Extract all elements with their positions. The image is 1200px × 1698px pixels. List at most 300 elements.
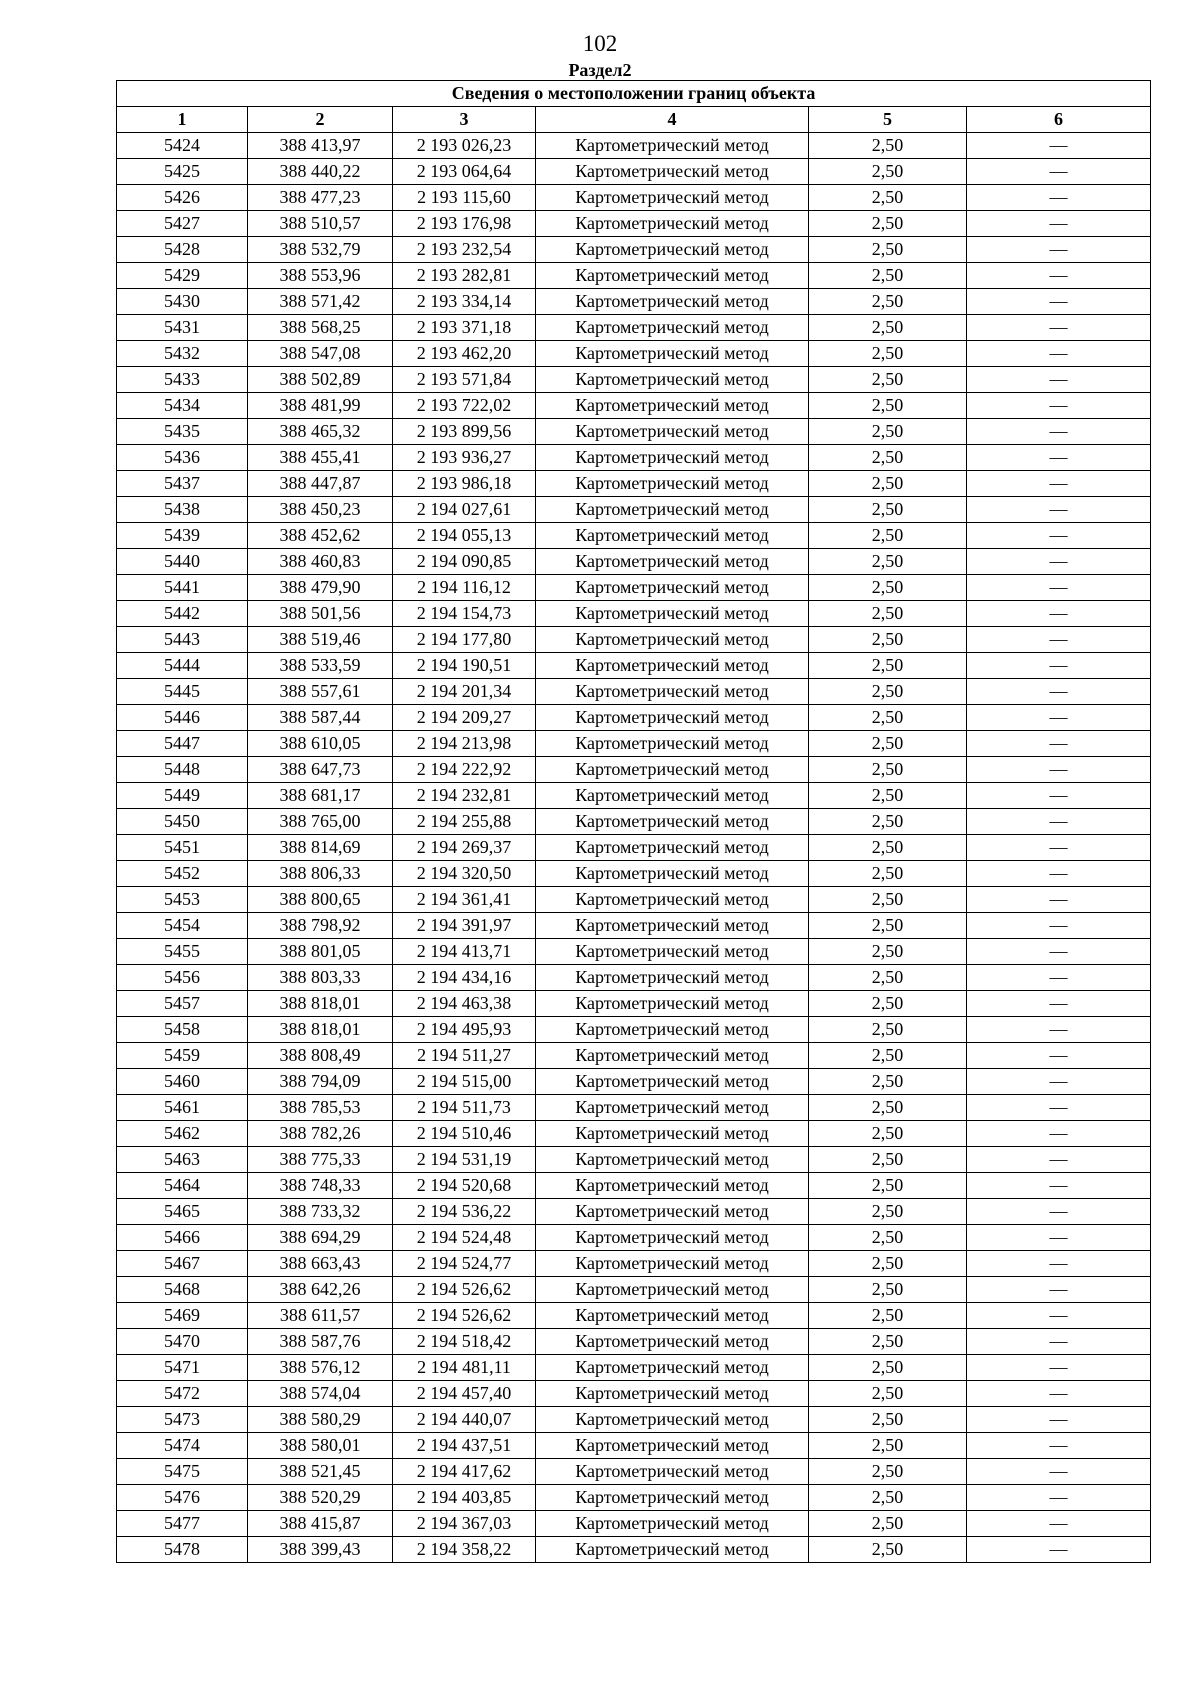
description-cell: — <box>967 211 1151 237</box>
description-cell: — <box>967 445 1151 471</box>
method-cell: Картометрический метод <box>536 1537 809 1563</box>
method-cell: Картометрический метод <box>536 887 809 913</box>
x-coordinate-cell: 388 440,22 <box>248 159 393 185</box>
point-number-cell: 5452 <box>117 861 248 887</box>
y-coordinate-cell: 2 194 367,03 <box>393 1511 536 1537</box>
description-cell: — <box>967 237 1151 263</box>
table-row <box>117 1329 1151 1355</box>
accuracy-cell: 2,50 <box>809 705 967 731</box>
point-number-cell: 5459 <box>117 1043 248 1069</box>
y-coordinate-cell: 2 194 481,11 <box>393 1355 536 1381</box>
y-coordinate-cell: 2 194 090,85 <box>393 549 536 575</box>
point-number-cell: 5440 <box>117 549 248 575</box>
description-cell: — <box>967 1355 1151 1381</box>
accuracy-cell: 2,50 <box>809 1173 967 1199</box>
method-cell: Картометрический метод <box>536 757 809 783</box>
x-coordinate-cell: 388 580,01 <box>248 1433 393 1459</box>
method-cell: Картометрический метод <box>536 1017 809 1043</box>
x-coordinate-cell: 388 818,01 <box>248 991 393 1017</box>
x-coordinate-cell: 388 399,43 <box>248 1537 393 1563</box>
point-number-cell: 5435 <box>117 419 248 445</box>
x-coordinate-cell: 388 587,44 <box>248 705 393 731</box>
accuracy-cell: 2,50 <box>809 1147 967 1173</box>
y-coordinate-cell: 2 194 320,50 <box>393 861 536 887</box>
x-coordinate-cell: 388 765,00 <box>248 809 393 835</box>
table-title: Сведения о местоположении границ объекта <box>117 81 1151 107</box>
table-row <box>117 1511 1151 1537</box>
x-coordinate-cell: 388 775,33 <box>248 1147 393 1173</box>
accuracy-cell: 2,50 <box>809 1433 967 1459</box>
description-cell: — <box>967 133 1151 159</box>
y-coordinate-cell: 2 193 176,98 <box>393 211 536 237</box>
accuracy-cell: 2,50 <box>809 393 967 419</box>
description-cell: — <box>967 783 1151 809</box>
point-number-cell: 5458 <box>117 1017 248 1043</box>
x-coordinate-cell: 388 447,87 <box>248 471 393 497</box>
y-coordinate-cell: 2 194 526,62 <box>393 1303 536 1329</box>
x-coordinate-cell: 388 806,33 <box>248 861 393 887</box>
table-row <box>117 445 1151 471</box>
table-row <box>117 575 1151 601</box>
method-cell: Картометрический метод <box>536 809 809 835</box>
method-cell: Картометрический метод <box>536 289 809 315</box>
table-row <box>117 471 1151 497</box>
description-cell: — <box>967 575 1151 601</box>
accuracy-cell: 2,50 <box>809 679 967 705</box>
accuracy-cell: 2,50 <box>809 211 967 237</box>
x-coordinate-cell: 388 460,83 <box>248 549 393 575</box>
method-cell: Картометрический метод <box>536 1459 809 1485</box>
table-row <box>117 1121 1151 1147</box>
table-row <box>117 601 1151 627</box>
description-cell: — <box>967 1095 1151 1121</box>
method-cell: Картометрический метод <box>536 783 809 809</box>
description-cell: — <box>967 679 1151 705</box>
point-number-cell: 5427 <box>117 211 248 237</box>
table-row <box>117 237 1151 263</box>
y-coordinate-cell: 2 194 213,98 <box>393 731 536 757</box>
y-coordinate-cell: 2 193 899,56 <box>393 419 536 445</box>
description-cell: — <box>967 757 1151 783</box>
x-coordinate-cell: 388 587,76 <box>248 1329 393 1355</box>
x-coordinate-cell: 388 782,26 <box>248 1121 393 1147</box>
point-number-cell: 5470 <box>117 1329 248 1355</box>
method-cell: Картометрический метод <box>536 393 809 419</box>
table-title-row <box>117 81 1151 107</box>
point-number-cell: 5436 <box>117 445 248 471</box>
description-cell: — <box>967 1511 1151 1537</box>
method-cell: Картометрический метод <box>536 445 809 471</box>
point-number-cell: 5454 <box>117 913 248 939</box>
method-cell: Картометрический метод <box>536 1355 809 1381</box>
point-number-cell: 5476 <box>117 1485 248 1511</box>
point-number-cell: 5430 <box>117 289 248 315</box>
method-cell: Картометрический метод <box>536 1225 809 1251</box>
description-cell: — <box>967 1069 1151 1095</box>
table-row <box>117 1537 1151 1563</box>
table-row <box>117 1147 1151 1173</box>
description-cell: — <box>967 315 1151 341</box>
point-number-cell: 5461 <box>117 1095 248 1121</box>
x-coordinate-cell: 388 557,61 <box>248 679 393 705</box>
y-coordinate-cell: 2 194 361,41 <box>393 887 536 913</box>
x-coordinate-cell: 388 510,57 <box>248 211 393 237</box>
accuracy-cell: 2,50 <box>809 1069 967 1095</box>
y-coordinate-cell: 2 194 255,88 <box>393 809 536 835</box>
method-cell: Картометрический метод <box>536 341 809 367</box>
table-row <box>117 965 1151 991</box>
table-row <box>117 1277 1151 1303</box>
x-coordinate-cell: 388 611,57 <box>248 1303 393 1329</box>
point-number-cell: 5437 <box>117 471 248 497</box>
y-coordinate-cell: 2 193 371,18 <box>393 315 536 341</box>
y-coordinate-cell: 2 194 222,92 <box>393 757 536 783</box>
method-cell: Картометрический метод <box>536 315 809 341</box>
y-coordinate-cell: 2 193 462,20 <box>393 341 536 367</box>
description-cell: — <box>967 1329 1151 1355</box>
point-number-cell: 5468 <box>117 1277 248 1303</box>
method-cell: Картометрический метод <box>536 575 809 601</box>
point-number-cell: 5429 <box>117 263 248 289</box>
point-number-cell: 5472 <box>117 1381 248 1407</box>
table-row <box>117 133 1151 159</box>
description-cell: — <box>967 1121 1151 1147</box>
x-coordinate-cell: 388 532,79 <box>248 237 393 263</box>
accuracy-cell: 2,50 <box>809 627 967 653</box>
x-coordinate-cell: 388 794,09 <box>248 1069 393 1095</box>
table-row <box>117 1199 1151 1225</box>
description-cell: — <box>967 1407 1151 1433</box>
table-row <box>117 783 1151 809</box>
accuracy-cell: 2,50 <box>809 1537 967 1563</box>
description-cell: — <box>967 1199 1151 1225</box>
method-cell: Картометрический метод <box>536 367 809 393</box>
x-coordinate-cell: 388 814,69 <box>248 835 393 861</box>
point-number-cell: 5438 <box>117 497 248 523</box>
accuracy-cell: 2,50 <box>809 471 967 497</box>
method-cell: Картометрический метод <box>536 1095 809 1121</box>
method-cell: Картометрический метод <box>536 1511 809 1537</box>
y-coordinate-cell: 2 193 986,18 <box>393 471 536 497</box>
x-coordinate-cell: 388 798,92 <box>248 913 393 939</box>
point-number-cell: 5443 <box>117 627 248 653</box>
y-coordinate-cell: 2 193 334,14 <box>393 289 536 315</box>
x-coordinate-cell: 388 452,62 <box>248 523 393 549</box>
x-coordinate-cell: 388 481,99 <box>248 393 393 419</box>
column-header: 2 <box>248 107 393 133</box>
x-coordinate-cell: 388 733,32 <box>248 1199 393 1225</box>
table-row <box>117 211 1151 237</box>
table-row <box>117 809 1151 835</box>
point-number-cell: 5426 <box>117 185 248 211</box>
point-number-cell: 5473 <box>117 1407 248 1433</box>
table-row <box>117 913 1151 939</box>
description-cell: — <box>967 367 1151 393</box>
point-number-cell: 5446 <box>117 705 248 731</box>
accuracy-cell: 2,50 <box>809 315 967 341</box>
accuracy-cell: 2,50 <box>809 263 967 289</box>
y-coordinate-cell: 2 193 064,64 <box>393 159 536 185</box>
x-coordinate-cell: 388 502,89 <box>248 367 393 393</box>
accuracy-cell: 2,50 <box>809 419 967 445</box>
y-coordinate-cell: 2 194 524,48 <box>393 1225 536 1251</box>
method-cell: Картометрический метод <box>536 419 809 445</box>
point-number-cell: 5451 <box>117 835 248 861</box>
y-coordinate-cell: 2 193 232,54 <box>393 237 536 263</box>
method-cell: Картометрический метод <box>536 263 809 289</box>
y-coordinate-cell: 2 194 116,12 <box>393 575 536 601</box>
y-coordinate-cell: 2 194 177,80 <box>393 627 536 653</box>
accuracy-cell: 2,50 <box>809 1225 967 1251</box>
table-row <box>117 991 1151 1017</box>
x-coordinate-cell: 388 800,65 <box>248 887 393 913</box>
x-coordinate-cell: 388 647,73 <box>248 757 393 783</box>
point-number-cell: 5447 <box>117 731 248 757</box>
y-coordinate-cell: 2 194 055,13 <box>393 523 536 549</box>
y-coordinate-cell: 2 194 209,27 <box>393 705 536 731</box>
y-coordinate-cell: 2 193 026,23 <box>393 133 536 159</box>
description-cell: — <box>967 523 1151 549</box>
accuracy-cell: 2,50 <box>809 497 967 523</box>
table-row <box>117 1485 1151 1511</box>
method-cell: Картометрический метод <box>536 653 809 679</box>
y-coordinate-cell: 2 194 440,07 <box>393 1407 536 1433</box>
description-cell: — <box>967 1433 1151 1459</box>
accuracy-cell: 2,50 <box>809 1407 967 1433</box>
point-number-cell: 5462 <box>117 1121 248 1147</box>
x-coordinate-cell: 388 574,04 <box>248 1381 393 1407</box>
description-cell: — <box>967 705 1151 731</box>
y-coordinate-cell: 2 194 495,93 <box>393 1017 536 1043</box>
y-coordinate-cell: 2 194 520,68 <box>393 1173 536 1199</box>
method-cell: Картометрический метод <box>536 731 809 757</box>
accuracy-cell: 2,50 <box>809 1303 967 1329</box>
method-cell: Картометрический метод <box>536 965 809 991</box>
x-coordinate-cell: 388 520,29 <box>248 1485 393 1511</box>
accuracy-cell: 2,50 <box>809 1485 967 1511</box>
table-row <box>117 341 1151 367</box>
description-cell: — <box>967 159 1151 185</box>
description-cell: — <box>967 939 1151 965</box>
accuracy-cell: 2,50 <box>809 185 967 211</box>
method-cell: Картометрический метод <box>536 1433 809 1459</box>
description-cell: — <box>967 185 1151 211</box>
table-row <box>117 705 1151 731</box>
y-coordinate-cell: 2 194 536,22 <box>393 1199 536 1225</box>
x-coordinate-cell: 388 553,96 <box>248 263 393 289</box>
point-number-cell: 5439 <box>117 523 248 549</box>
method-cell: Картометрический метод <box>536 159 809 185</box>
y-coordinate-cell: 2 193 571,84 <box>393 367 536 393</box>
y-coordinate-cell: 2 194 413,71 <box>393 939 536 965</box>
accuracy-cell: 2,50 <box>809 1459 967 1485</box>
table-row <box>117 289 1151 315</box>
table-row <box>117 1173 1151 1199</box>
point-number-cell: 5445 <box>117 679 248 705</box>
y-coordinate-cell: 2 194 391,97 <box>393 913 536 939</box>
accuracy-cell: 2,50 <box>809 835 967 861</box>
point-number-cell: 5455 <box>117 939 248 965</box>
x-coordinate-cell: 388 519,46 <box>248 627 393 653</box>
point-number-cell: 5477 <box>117 1511 248 1537</box>
y-coordinate-cell: 2 194 463,38 <box>393 991 536 1017</box>
point-number-cell: 5478 <box>117 1537 248 1563</box>
point-number-cell: 5448 <box>117 757 248 783</box>
coordinates-table <box>116 80 1151 1563</box>
y-coordinate-cell: 2 194 201,34 <box>393 679 536 705</box>
accuracy-cell: 2,50 <box>809 731 967 757</box>
accuracy-cell: 2,50 <box>809 133 967 159</box>
x-coordinate-cell: 388 663,43 <box>248 1251 393 1277</box>
point-number-cell: 5460 <box>117 1069 248 1095</box>
y-coordinate-cell: 2 194 511,27 <box>393 1043 536 1069</box>
method-cell: Картометрический метод <box>536 1329 809 1355</box>
description-cell: — <box>967 1303 1151 1329</box>
point-number-cell: 5463 <box>117 1147 248 1173</box>
x-coordinate-cell: 388 547,08 <box>248 341 393 367</box>
method-cell: Картометрический метод <box>536 939 809 965</box>
method-cell: Картометрический метод <box>536 185 809 211</box>
table-row <box>117 1459 1151 1485</box>
description-cell: — <box>967 1225 1151 1251</box>
point-number-cell: 5425 <box>117 159 248 185</box>
point-number-cell: 5450 <box>117 809 248 835</box>
point-number-cell: 5431 <box>117 315 248 341</box>
accuracy-cell: 2,50 <box>809 1355 967 1381</box>
table-row <box>117 835 1151 861</box>
x-coordinate-cell: 388 465,32 <box>248 419 393 445</box>
method-cell: Картометрический метод <box>536 1043 809 1069</box>
x-coordinate-cell: 388 450,23 <box>248 497 393 523</box>
accuracy-cell: 2,50 <box>809 991 967 1017</box>
description-cell: — <box>967 965 1151 991</box>
method-cell: Картометрический метод <box>536 1173 809 1199</box>
point-number-cell: 5444 <box>117 653 248 679</box>
accuracy-cell: 2,50 <box>809 237 967 263</box>
table-row <box>117 1095 1151 1121</box>
y-coordinate-cell: 2 194 515,00 <box>393 1069 536 1095</box>
table-row <box>117 419 1151 445</box>
column-header: 6 <box>967 107 1151 133</box>
description-cell: — <box>967 263 1151 289</box>
method-cell: Картометрический метод <box>536 523 809 549</box>
x-coordinate-cell: 388 818,01 <box>248 1017 393 1043</box>
description-cell: — <box>967 601 1151 627</box>
table-row <box>117 159 1151 185</box>
accuracy-cell: 2,50 <box>809 965 967 991</box>
column-header: 1 <box>117 107 248 133</box>
x-coordinate-cell: 388 479,90 <box>248 575 393 601</box>
x-coordinate-cell: 388 533,59 <box>248 653 393 679</box>
description-cell: — <box>967 1173 1151 1199</box>
x-coordinate-cell: 388 455,41 <box>248 445 393 471</box>
point-number-cell: 5441 <box>117 575 248 601</box>
point-number-cell: 5433 <box>117 367 248 393</box>
accuracy-cell: 2,50 <box>809 1251 967 1277</box>
accuracy-cell: 2,50 <box>809 809 967 835</box>
x-coordinate-cell: 388 803,33 <box>248 965 393 991</box>
table-row <box>117 1433 1151 1459</box>
method-cell: Картометрический метод <box>536 679 809 705</box>
table-row <box>117 263 1151 289</box>
table-row <box>117 367 1151 393</box>
accuracy-cell: 2,50 <box>809 549 967 575</box>
method-cell: Картометрический метод <box>536 705 809 731</box>
table-row <box>117 757 1151 783</box>
accuracy-cell: 2,50 <box>809 1095 967 1121</box>
y-coordinate-cell: 2 194 524,77 <box>393 1251 536 1277</box>
accuracy-cell: 2,50 <box>809 887 967 913</box>
y-coordinate-cell: 2 194 269,37 <box>393 835 536 861</box>
description-cell: — <box>967 1043 1151 1069</box>
x-coordinate-cell: 388 413,97 <box>248 133 393 159</box>
method-cell: Картометрический метод <box>536 549 809 575</box>
page-number: 102 <box>582 31 618 56</box>
table-row <box>117 549 1151 575</box>
accuracy-cell: 2,50 <box>809 653 967 679</box>
description-cell: — <box>967 289 1151 315</box>
point-number-cell: 5474 <box>117 1433 248 1459</box>
description-cell: — <box>967 913 1151 939</box>
x-coordinate-cell: 388 571,42 <box>248 289 393 315</box>
description-cell: — <box>967 1381 1151 1407</box>
y-coordinate-cell: 2 193 936,27 <box>393 445 536 471</box>
y-coordinate-cell: 2 194 232,81 <box>393 783 536 809</box>
table-row <box>117 939 1151 965</box>
description-cell: — <box>967 627 1151 653</box>
accuracy-cell: 2,50 <box>809 445 967 471</box>
accuracy-cell: 2,50 <box>809 289 967 315</box>
accuracy-cell: 2,50 <box>809 367 967 393</box>
y-coordinate-cell: 2 194 511,73 <box>393 1095 536 1121</box>
table-row <box>117 731 1151 757</box>
table-row <box>117 1043 1151 1069</box>
x-coordinate-cell: 388 681,17 <box>248 783 393 809</box>
table-row <box>117 1303 1151 1329</box>
method-cell: Картометрический метод <box>536 1199 809 1225</box>
y-coordinate-cell: 2 193 282,81 <box>393 263 536 289</box>
table-row <box>117 1251 1151 1277</box>
accuracy-cell: 2,50 <box>809 1381 967 1407</box>
method-cell: Картометрический метод <box>536 1485 809 1511</box>
y-coordinate-cell: 2 194 510,46 <box>393 1121 536 1147</box>
method-cell: Картометрический метод <box>536 1381 809 1407</box>
method-cell: Картометрический метод <box>536 1251 809 1277</box>
x-coordinate-cell: 388 568,25 <box>248 315 393 341</box>
description-cell: — <box>967 991 1151 1017</box>
table-row <box>117 653 1151 679</box>
accuracy-cell: 2,50 <box>809 523 967 549</box>
method-cell: Картометрический метод <box>536 1147 809 1173</box>
point-number-cell: 5466 <box>117 1225 248 1251</box>
table-row <box>117 523 1151 549</box>
method-cell: Картометрический метод <box>536 133 809 159</box>
y-coordinate-cell: 2 194 154,73 <box>393 601 536 627</box>
y-coordinate-cell: 2 194 403,85 <box>393 1485 536 1511</box>
column-header: 4 <box>536 107 809 133</box>
y-coordinate-cell: 2 194 437,51 <box>393 1433 536 1459</box>
x-coordinate-cell: 388 801,05 <box>248 939 393 965</box>
table-body <box>117 133 1151 1563</box>
table-row <box>117 1017 1151 1043</box>
description-cell: — <box>967 419 1151 445</box>
x-coordinate-cell: 388 694,29 <box>248 1225 393 1251</box>
description-cell: — <box>967 835 1151 861</box>
description-cell: — <box>967 341 1151 367</box>
method-cell: Картометрический метод <box>536 1407 809 1433</box>
x-coordinate-cell: 388 521,45 <box>248 1459 393 1485</box>
accuracy-cell: 2,50 <box>809 757 967 783</box>
